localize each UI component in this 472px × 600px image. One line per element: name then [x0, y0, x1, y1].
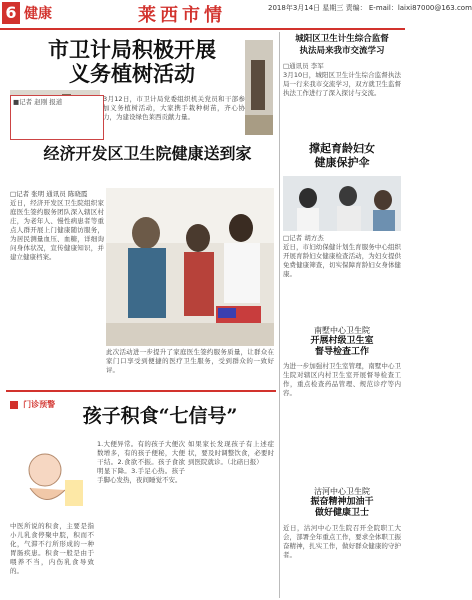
sidebar-story2-photo: [283, 176, 401, 231]
sidebar-story1-text: 3月10日，城阳区卫生计生综合监督执法局一行来我市交流学习，双方就卫生监督执法工作进行了深入探讨与交流。: [283, 71, 401, 97]
column-divider: [279, 32, 280, 598]
article-three-kicker: 门诊预警: [23, 400, 56, 409]
section-label: 健康: [24, 6, 52, 22]
paper-name: 莱西市情: [138, 5, 226, 26]
sidebar-story3-title-2: 开展村级卫生室: [310, 336, 374, 346]
sidebar-story2-title-2: 健康保护伞: [314, 156, 370, 169]
kicker-square-icon: [10, 401, 18, 409]
article-main-body: 3月12日，市卫计局党委组织机关党员和干部参加义务植树活动，大家携手栽种树苗，齐心协力，为建设绿色莱西贡献力量。: [103, 95, 245, 121]
date-line: 2018年3月14日 星期三: [268, 4, 344, 12]
sidebar-story2-byline: □记者 胡方杰: [283, 234, 324, 242]
article-two-body-right: 此次活动进一步提升了家庭医生签约服务质量，让群众在家门口享受到便捷的医疗卫生服务，受到群众的一致好评。: [106, 348, 274, 374]
article-three-col3: 如果家长发现孩子有上述症状，要及时调整饮食，必要时到医院就诊。（北碚日报）: [188, 440, 274, 466]
article-three-col1: 中医所说的积食，主要是指小儿乳食停聚中脘，积而不化，气滞不行所形成的一种胃肠疾患。积食一般是由于喂养不当，内伤乳食导致的。: [10, 522, 94, 575]
article-main-caption-box: [10, 95, 104, 140]
sidebar-story1-title-1: 城阳区卫生计生综合监督: [295, 34, 389, 44]
article-three-rule: [6, 390, 276, 392]
article-main-title: [22, 38, 242, 86]
sidebar-story1-byline: □通讯员 李军: [283, 62, 324, 70]
article-main-photo-b: [245, 40, 273, 135]
article-main-caption: ■记者 赵刚 报道: [13, 98, 63, 106]
editor-line: 责编：: [345, 4, 367, 12]
sidebar-story4-title-2: 振奋精神加油干: [310, 497, 374, 507]
page-number: 6: [2, 2, 20, 24]
sidebar-story1-body: [283, 62, 401, 132]
sidebar-story4-title: [283, 486, 401, 519]
email-line: E-mail：laixi87000@163.com: [368, 4, 472, 12]
sidebar-story2-text: 近日，市妇幼保健计划生育服务中心组织开展育龄妇女健康检查活动，为妇女提供免费健康筛查，切实保障育龄妇女身体健康。: [283, 243, 401, 278]
sidebar-story3-title: [283, 325, 401, 358]
sidebar-story3-body: 为进一步加强村卫生室管理，南墅中心卫生院对辖区内村卫生室开展督导检查工作，重点检查药品管理、规范诊疗等内容。: [283, 362, 401, 397]
sidebar-story4-body: 近日，沽河中心卫生院召开全院职工大会，部署全年重点工作，要求全体职工振奋精神，扎实工作，做好群众健康的守护者。: [283, 524, 401, 559]
article-two-byline: □记者 张明 通讯员 陈晓霞: [10, 190, 88, 198]
sidebar-story3-title-1: 南墅中心卫生院: [314, 326, 370, 335]
article-three-title: 孩子积食“七信号”: [82, 405, 238, 427]
title-line-2: 义务植树活动: [69, 61, 195, 86]
article-two-photo: [106, 188, 274, 346]
article-two-title: 经济开发区卫生院健康送到家: [43, 144, 252, 163]
article-two-body-left-text: 近日，经济开发区卫生院组织家庭医生签约服务团队深入辖区村庄，为老年人、慢性病患者等重点人群开展上门健康随访服务，为居民测量血压、血糖，详细询问身体状况，宣传健康知识，并建立健康档案。: [10, 199, 104, 261]
header-meta: [268, 4, 472, 13]
sidebar-story2-body: [283, 234, 401, 304]
sidebar-story1-title: [283, 33, 401, 57]
sidebar-story2-title-1: 撑起育龄妇女: [309, 142, 375, 155]
sidebar-story4-title-3: 做好健康卫士: [314, 508, 369, 518]
sidebar-story4-title-1: 沽河中心卫生院: [314, 487, 370, 496]
article-two-body-left: [10, 190, 104, 342]
sidebar-story3-title-3: 督导检查工作: [314, 347, 369, 357]
article-three-col2: 1.大便异常。有的孩子大便次数增多，有的孩子便秘，大便干结。2.食欲不振。孩子食欲明显下降。3.手足心热。孩子手脚心发热，夜间睡觉不安。: [97, 440, 185, 484]
article-three-illustration: [10, 440, 94, 520]
sidebar-story2-title: [283, 142, 401, 170]
title-line-1: 市卫计局积极开展: [48, 37, 216, 62]
sidebar-story1-title-2: 执法局来我市交流学习: [299, 46, 385, 56]
